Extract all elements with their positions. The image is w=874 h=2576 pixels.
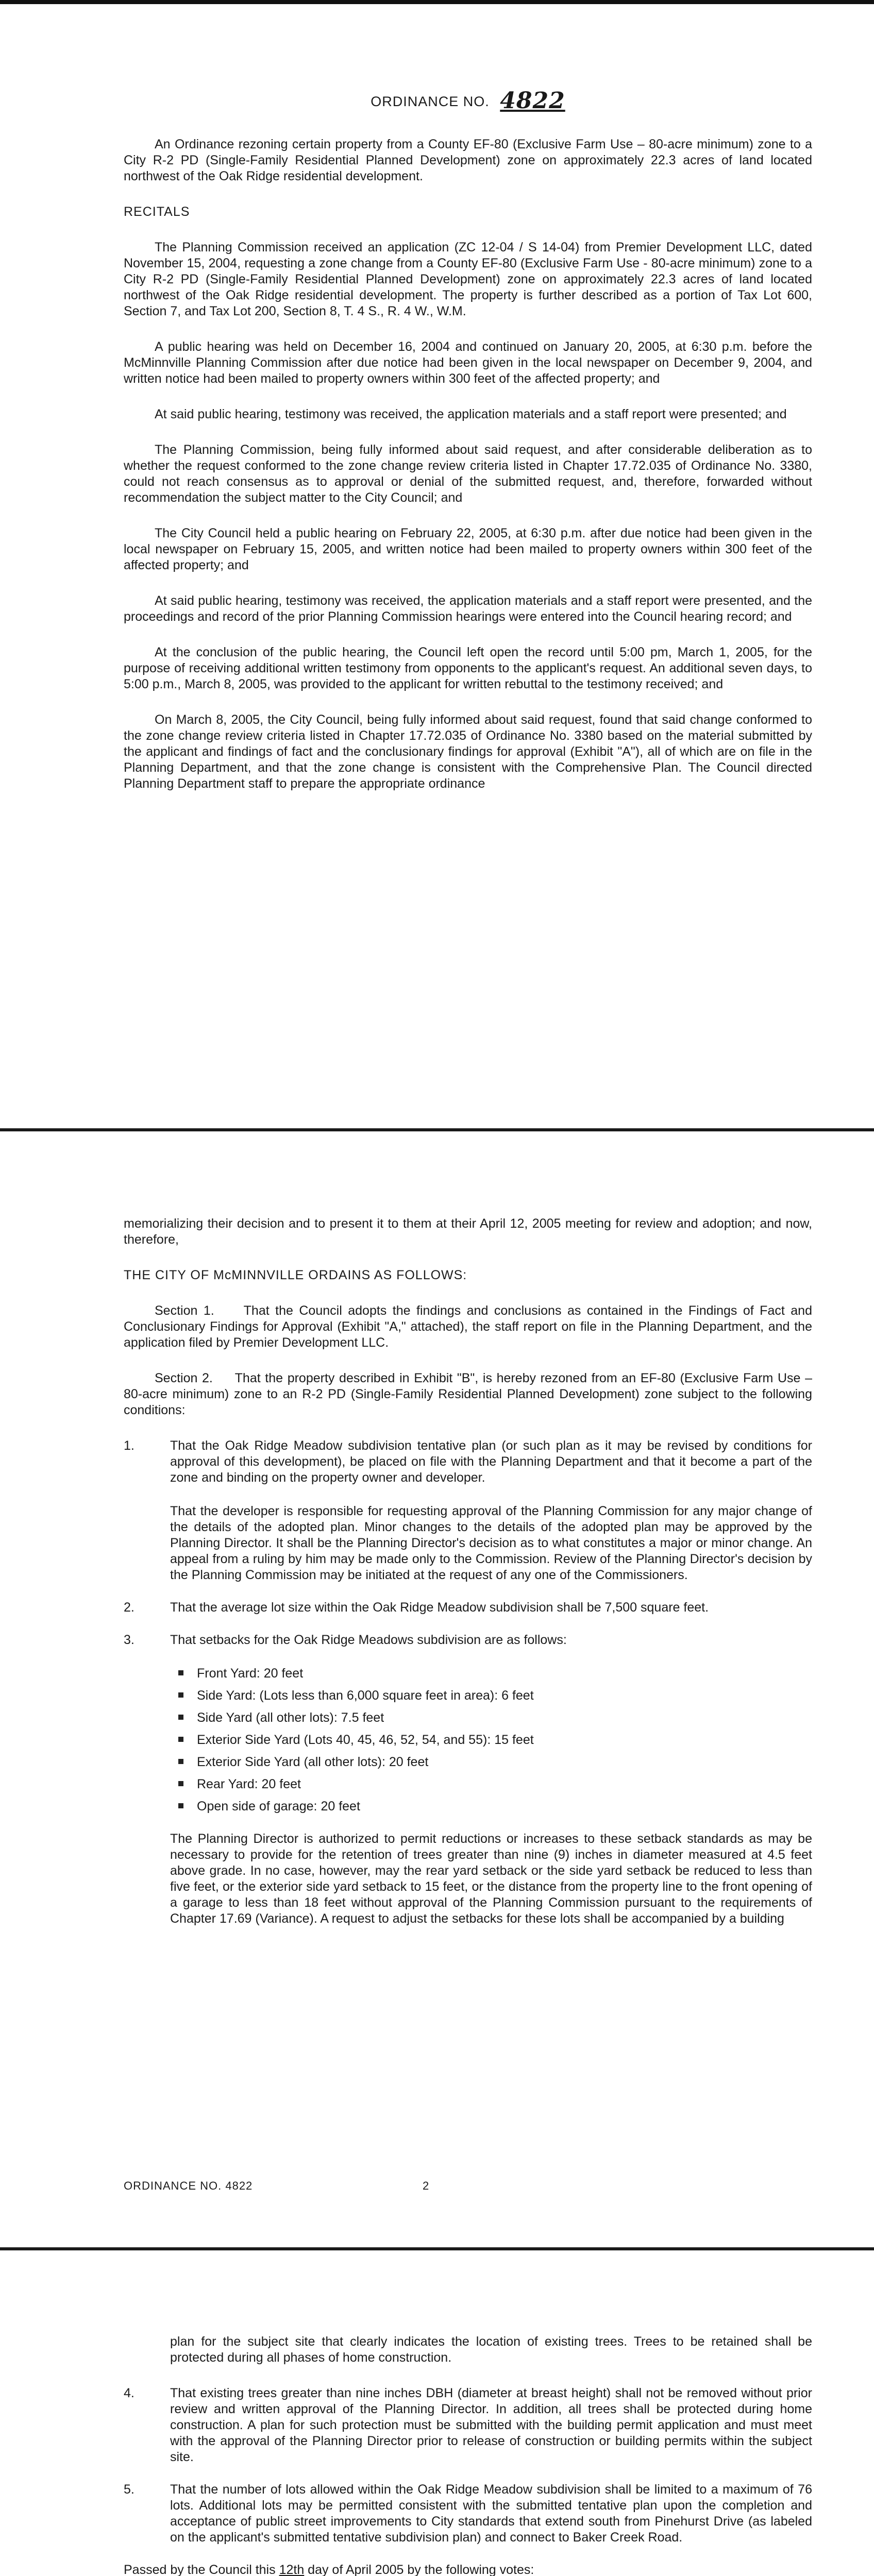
page-2-number: 2 (423, 2179, 429, 2192)
ordinance-title-label: ORDINANCE NO. (371, 94, 490, 109)
page-separator-line (0, 2247, 874, 2250)
page-1-content (124, 88, 812, 811)
recital-paragraph-3: At said public hearing, testimony was received, the application materials and a staff report were presented; and (155, 407, 787, 421)
recital-paragraph-2: A public hearing was held on December 16, 2004 and continued on January 20, 2005, at 6:30 p.m. before the McMinnville Planning Commission after due notice had been given in the local newspaper on December 9, 2004, and written notice had been mailed to property owners within 300 feet of the affected property; and (124, 340, 812, 386)
condition-2-number: 2. (124, 1600, 135, 1615)
condition-1-number: 1. (124, 1438, 135, 1453)
document-page-3 (0, 2257, 874, 2576)
passed-day: 12th (279, 2563, 305, 2576)
section-2: Section 2. That the property described in Exhibit "B", is hereby rezoned from an EF-80 (Exclusive Farm Use – 80-acre minimum) zone to an R-2 PD (Single-Family Residential Planned Development) zone subject to the following conditions: (124, 1371, 816, 1417)
condition-3-text: That setbacks for the Oak Ridge Meadows subdivision are as follows: (170, 1633, 567, 1647)
page-3-content (124, 2334, 812, 2576)
condition-3 (124, 1632, 812, 1927)
ordinance-intro: An Ordinance rezoning certain property from a County EF-80 (Exclusive Farm Use – 80-acre minimum) zone to a City R-2 PD (Single-Family Residential Planned Development) zone on approximately 22.3 acres of land located northwest of the Oak Ridge residential development. (124, 137, 812, 183)
condition-2 (124, 1600, 812, 1616)
recital-paragraph-6: At said public hearing, testimony was received, the application materials and a staff report were presented, and the proceedings and record of the prior Planning Commission hearings were entered into the Council hearing record; and (124, 594, 812, 624)
recital-paragraph-7: At the conclusion of the public hearing, the Council left open the record until 5:00 pm, March 1, 2005, for the purpose of receiving additional written testimony from opponents to the applicant's request. An additional seven days, to 5:00 p.m., March 8, 2005, was provided to the applicant for written rebuttal to the testimony received; and (124, 645, 812, 691)
page-2-content (124, 1216, 816, 1943)
page-separator-1 (0, 1123, 874, 1139)
ordinance-number: 4822 (500, 88, 565, 114)
document-page-1 (0, 0, 874, 1123)
page-separator-2 (0, 2241, 874, 2257)
condition-2-text: That the average lot size within the Oak Ridge Meadow subdivision shall be 7,500 square feet. (170, 1600, 709, 1615)
page-top-edge (0, 0, 874, 4)
setback-item: Side Yard: (Lots less than 6,000 square feet in area): 6 feet (170, 1688, 812, 1704)
setback-item: Open side of garage: 20 feet (170, 1799, 812, 1815)
condition-1 (124, 1438, 812, 1583)
condition-5-number: 5. (124, 2482, 135, 2497)
document-page-2 (0, 1139, 874, 2241)
condition-4-text: That existing trees greater than nine inches DBH (diameter at breast height) shall not be removed without prior review and written approval of the Planning Director. In addition, all trees shall be protected during home construction. A plan for such protection must be submitted with the building permit application and must meet with the approval of the Planning Director prior to release of construction or building permits within the subject site. (170, 2386, 812, 2464)
bullet-icon (178, 1737, 183, 1742)
bullet-icon (178, 1692, 183, 1698)
condition-3-continuation: plan for the subject site that clearly indicates the location of existing trees. Trees to be retained shall be protected during all phases of home construction. (170, 2334, 812, 2365)
recital-paragraph-5: The City Council held a public hearing on February 22, 2005, at 6:30 p.m. after due notice had been given in the local newspaper on February 15, 2005, and written notice had been mailed to property owners within 300 feet of the affected property; and (124, 526, 812, 572)
condition-1-text-a: That the Oak Ridge Meadow subdivision tentative plan (or such plan as it may be revised by conditions for approval of this development), be placed on file with the Planning Department and that it become a part of the zone and binding on the property owner and developer. (170, 1438, 812, 1485)
condition-5 (124, 2482, 812, 2546)
recitals-heading: RECITALS (124, 205, 190, 219)
recital-continuation: memorializing their decision and to present it to them at their April 12, 2005 meeting for review and adoption; and now, therefore, (124, 1216, 812, 1247)
bullet-icon (178, 1715, 183, 1720)
section-1: Section 1. That the Council adopts the findings and conclusions as contained in the Findings of Fact and Conclusionary Findings for Approval (Exhibit "A," attached), the staff report on file in the Planning Department, and the application filed by Premier Development LLC. (124, 1303, 816, 1350)
recital-paragraph-8: On March 8, 2005, the City Council, being fully informed about said request, found that said change conformed to the zone change review criteria listed in Chapter 17.72.035 of Ordinance No. 3380 based on the material submitted by the applicant and findings of fact and the conclusionary findings for approval (Exhibit "A"), all of which are on file in the Planning Department, and that the zone change is consistent with the Comprehensive Plan. The Council directed Planning Department staff to prepare the appropriate ordinance (124, 713, 812, 791)
recital-paragraph-1: The Planning Commission received an application (ZC 12-04 / S 14-04) from Premier Development LLC, dated November 15, 2004, requesting a zone change from a County EF-80 (Exclusive Farm Use - 80-acre minimum) zone to a City R-2 PD (Single-Family Residential Planned Development) zone on approximately 22.3 acres of land located northwest of the Oak Ridge residential development. The property is further described as a portion of Tax Lot 600, Section 7, and Tax Lot 200, Section 8, T. 4 S., R. 4 W., W.M. (124, 240, 812, 318)
page-separator-line (0, 1128, 874, 1131)
setback-item: Exterior Side Yard (all other lots): 20 feet (170, 1754, 812, 1770)
setback-item: Rear Yard: 20 feet (170, 1776, 812, 1792)
setback-item: Side Yard (all other lots): 7.5 feet (170, 1710, 812, 1726)
condition-4 (124, 2385, 812, 2465)
setback-list (170, 1666, 812, 1815)
page-2-footer: ORDINANCE NO. 4822 (124, 2179, 253, 2192)
condition-5-text: That the number of lots allowed within the Oak Ridge Meadow subdivision shall be limited to a maximum of 76 lots. Additional lots may be permitted consistent with the submitted tentative plan upon the completion and acceptance of public street improvements to City standards that extend south from Pinehurst Drive (as labeled on the applicant's submitted tentative subdivision plan) and connect to Baker Creek Road. (170, 2482, 812, 2545)
setback-item: Exterior Side Yard (Lots 40, 45, 46, 52, 54, and 55): 15 feet (170, 1732, 812, 1748)
recital-paragraph-4: The Planning Commission, being fully informed about said request, and after considerable deliberation as to whether the request conformed to the zone change review criteria listed in Chapter 17.72.035 of Ordinance No. 3380, could not reach consensus as to approval or denial of the submitted request, and, therefore, forwarded without recommendation the subject matter to the City Council; and (124, 443, 812, 505)
condition-4-number: 4. (124, 2386, 135, 2400)
setback-item: Front Yard: 20 feet (170, 1666, 812, 1682)
bullet-icon (178, 1781, 183, 1786)
bullet-icon (178, 1759, 183, 1764)
condition-1-text-b: That the developer is responsible for requesting approval of the Planning Commission for any major change of the details of the adopted plan. Minor changes to the details of the adopted plan may be approved by the Planning Director. It shall be the Planning Director's decision as to what constitutes a major or minor change. An appeal from a ruling by him may be made only to the Commission. Review of the Planning Director's decision by the Planning Commission may be initiated at the request of any one of the Commissioners. (170, 1504, 812, 1582)
bullet-icon (178, 1803, 183, 1808)
condition-3-text-b: The Planning Director is authorized to permit reductions or increases to these setback standards as may be necessary to provide for the retention of trees greater than nine (9) inches in diameter measured at 4.5 feet above grade. In no case, however, may the rear yard setback or the side yard setback be reduced to less than five feet, or the exterior side yard setback to 15 feet, or the distance from the property line to the front opening of a garage to less than 18 feet without approval of the Planning Commission pursuant to the requirements of Chapter 17.69 (Variance). A request to adjust the setbacks for these lots shall be accompanied by a building (170, 1832, 812, 1926)
ordains-heading: THE CITY OF McMINNVILLE ORDAINS AS FOLLOWS: (124, 1268, 467, 1282)
condition-3-number: 3. (124, 1633, 135, 1647)
bullet-icon (178, 1670, 183, 1675)
passed-statement: Passed by the Council this 12th day of April 2005 by the following votes: (124, 2563, 534, 2576)
ordinance-title (124, 88, 812, 114)
